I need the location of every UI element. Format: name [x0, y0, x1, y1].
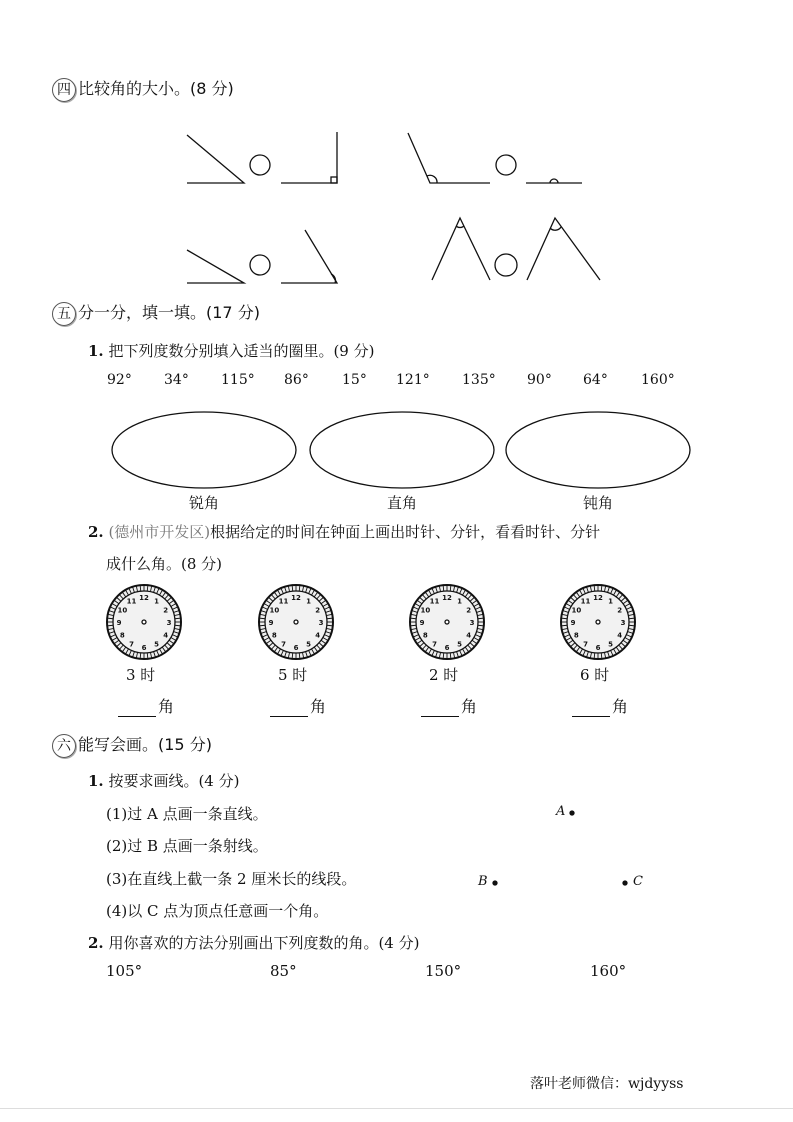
point-c — [623, 881, 627, 885]
q-text: 按要求画线。(4 分) — [108, 772, 240, 790]
svg-text:8: 8 — [271, 631, 277, 640]
degree-value: 92° — [107, 372, 132, 388]
degree-value: 115° — [221, 372, 255, 388]
svg-text:6: 6 — [293, 644, 299, 652]
degree-85: 85° — [270, 962, 297, 980]
section-6-heading — [52, 732, 212, 758]
angle-answer[interactable] — [572, 694, 628, 717]
blank-suffix: 角 — [158, 697, 175, 716]
svg-text:3: 3 — [620, 619, 626, 627]
section-4-heading — [52, 76, 234, 102]
svg-text:5: 5 — [306, 640, 311, 649]
svg-text:12: 12 — [291, 594, 301, 602]
svg-text:7: 7 — [583, 640, 588, 649]
clock-face[interactable] — [107, 585, 181, 659]
degree-value: 34° — [164, 372, 189, 388]
degree-value: 15° — [342, 372, 367, 388]
angle-answer[interactable] — [270, 694, 326, 717]
q-text: 根据给定的时间在钟面上画出时针、分针，看看时针、分针 — [210, 523, 601, 541]
svg-text:1: 1 — [154, 597, 159, 606]
acute-angle — [527, 218, 600, 280]
compare-circle — [496, 155, 516, 175]
svg-text:12: 12 — [139, 594, 149, 602]
right-angle — [281, 132, 337, 183]
svg-text:6: 6 — [444, 644, 450, 652]
q-text-2: 成什么角。(8 分) — [106, 555, 223, 573]
svg-text:9: 9 — [116, 619, 122, 627]
svg-text:8: 8 — [573, 631, 579, 640]
svg-text:2: 2 — [163, 606, 169, 615]
clock-face[interactable] — [259, 585, 333, 659]
svg-text:8: 8 — [422, 631, 428, 640]
compare-circle — [495, 254, 517, 276]
svg-text:1: 1 — [457, 597, 462, 606]
section-number: 四 — [52, 78, 76, 102]
section-title: 能写会画。(15 分) — [78, 735, 212, 754]
svg-text:9: 9 — [570, 619, 576, 627]
degree-value: 160° — [641, 372, 675, 388]
svg-text:10: 10 — [420, 606, 431, 615]
label-right: 直角 — [387, 494, 418, 512]
answer-blank[interactable] — [118, 697, 156, 717]
q-source: (德州市开发区) — [108, 523, 211, 541]
svg-text:5: 5 — [154, 640, 159, 649]
compare-circle — [250, 255, 270, 275]
blank-suffix: 角 — [612, 697, 629, 716]
degree-value: 135° — [462, 372, 496, 388]
answer-blank[interactable] — [421, 697, 459, 717]
section-title: 分一分，填一填。(17 分) — [78, 303, 260, 322]
section-title: 比较角的大小。(8 分) — [78, 79, 234, 98]
right-ellipse — [310, 412, 494, 488]
acute-angle — [281, 230, 337, 283]
acute-angle — [187, 135, 244, 183]
svg-text:7: 7 — [129, 640, 134, 649]
svg-text:5: 5 — [608, 640, 613, 649]
svg-text:11: 11 — [580, 597, 591, 606]
q6-2 — [88, 932, 419, 953]
svg-text:8: 8 — [119, 631, 125, 640]
svg-text:7: 7 — [432, 640, 437, 649]
svg-text:5: 5 — [457, 640, 462, 649]
svg-text:10: 10 — [117, 606, 128, 615]
obtuse-ellipse — [506, 412, 690, 488]
q-num: 2. — [88, 523, 104, 541]
clock-time: 6 时 — [580, 666, 610, 684]
page-edge — [0, 1108, 793, 1109]
svg-text:4: 4 — [315, 631, 321, 640]
degree-value: 64° — [583, 372, 608, 388]
svg-text:11: 11 — [429, 597, 440, 606]
q-num: 1. — [88, 772, 104, 790]
svg-text:9: 9 — [268, 619, 274, 627]
compare-circle — [250, 155, 270, 175]
degree-value: 86° — [284, 372, 309, 388]
section-number: 六 — [52, 734, 76, 758]
answer-blank[interactable] — [572, 697, 610, 717]
q5-2 — [88, 521, 600, 542]
angle-pair-4 — [432, 218, 600, 280]
svg-text:3: 3 — [166, 619, 172, 627]
angle-answer[interactable] — [421, 694, 477, 717]
degree-160: 160° — [590, 962, 627, 980]
svg-text:4: 4 — [163, 631, 169, 640]
acute-ellipse — [112, 412, 296, 488]
svg-text:11: 11 — [126, 597, 137, 606]
clock-face[interactable] — [410, 585, 484, 659]
label-acute: 锐角 — [189, 494, 220, 512]
item-4: (4)以 C 点为顶点任意画一个角。 — [106, 902, 329, 920]
section-5-heading — [52, 300, 260, 326]
svg-text:12: 12 — [442, 594, 452, 602]
clock-time: 2 时 — [429, 666, 459, 684]
degree-105: 105° — [106, 962, 143, 980]
q-text: 把下列度数分别填入适当的圈里。(9 分) — [108, 342, 375, 360]
degree-150: 150° — [425, 962, 462, 980]
q-num: 1. — [88, 342, 104, 360]
svg-text:9: 9 — [419, 619, 425, 627]
svg-text:6: 6 — [141, 644, 147, 652]
svg-text:4: 4 — [617, 631, 623, 640]
q5-1 — [88, 340, 374, 361]
svg-text:4: 4 — [466, 631, 472, 640]
degree-value: 90° — [527, 372, 552, 388]
svg-text:7: 7 — [281, 640, 286, 649]
q-num: 2. — [88, 934, 104, 952]
svg-text:3: 3 — [318, 619, 324, 627]
svg-text:12: 12 — [593, 594, 603, 602]
clock-time: 5 时 — [278, 666, 308, 684]
q-text: 用你喜欢的方法分别画出下列度数的角。(4 分) — [108, 934, 420, 952]
obtuse-angle — [408, 133, 490, 183]
svg-text:1: 1 — [306, 597, 311, 606]
svg-text:10: 10 — [571, 606, 582, 615]
blank-suffix: 角 — [310, 697, 327, 716]
svg-text:6: 6 — [595, 644, 601, 652]
clock-face[interactable] — [561, 585, 635, 659]
angle-pair-1 — [187, 132, 337, 183]
angle-answer[interactable] — [118, 694, 174, 717]
label-a: A — [556, 804, 566, 819]
blank-suffix: 角 — [461, 697, 478, 716]
point-a — [570, 811, 574, 815]
answer-blank[interactable] — [270, 697, 308, 717]
item-2: (2)过 B 点画一条射线。 — [106, 837, 268, 855]
section-number: 五 — [52, 302, 76, 326]
label-c: C — [633, 874, 643, 889]
svg-text:2: 2 — [617, 606, 623, 615]
degree-value: 121° — [396, 372, 430, 388]
svg-text:11: 11 — [278, 597, 289, 606]
label-obtuse: 钝角 — [583, 494, 614, 512]
point-b — [493, 881, 497, 885]
angle-pair-2 — [408, 133, 582, 183]
right-angle-mark — [331, 177, 337, 183]
svg-text:1: 1 — [608, 597, 613, 606]
acute-angle — [187, 250, 244, 283]
svg-text:2: 2 — [466, 606, 472, 615]
footer-contact: 落叶老师微信：wjdyyss — [530, 1076, 684, 1092]
q6-1 — [88, 770, 239, 791]
angle-pair-3 — [187, 230, 337, 283]
svg-text:2: 2 — [315, 606, 321, 615]
clock-time: 3 时 — [126, 666, 156, 684]
svg-text:3: 3 — [469, 619, 475, 627]
item-3: (3)在直线上截一条 2 厘米长的线段。 — [106, 870, 357, 888]
label-b: B — [478, 874, 488, 889]
svg-text:10: 10 — [269, 606, 280, 615]
item-1: (1)过 A 点画一条直线。 — [106, 805, 268, 823]
